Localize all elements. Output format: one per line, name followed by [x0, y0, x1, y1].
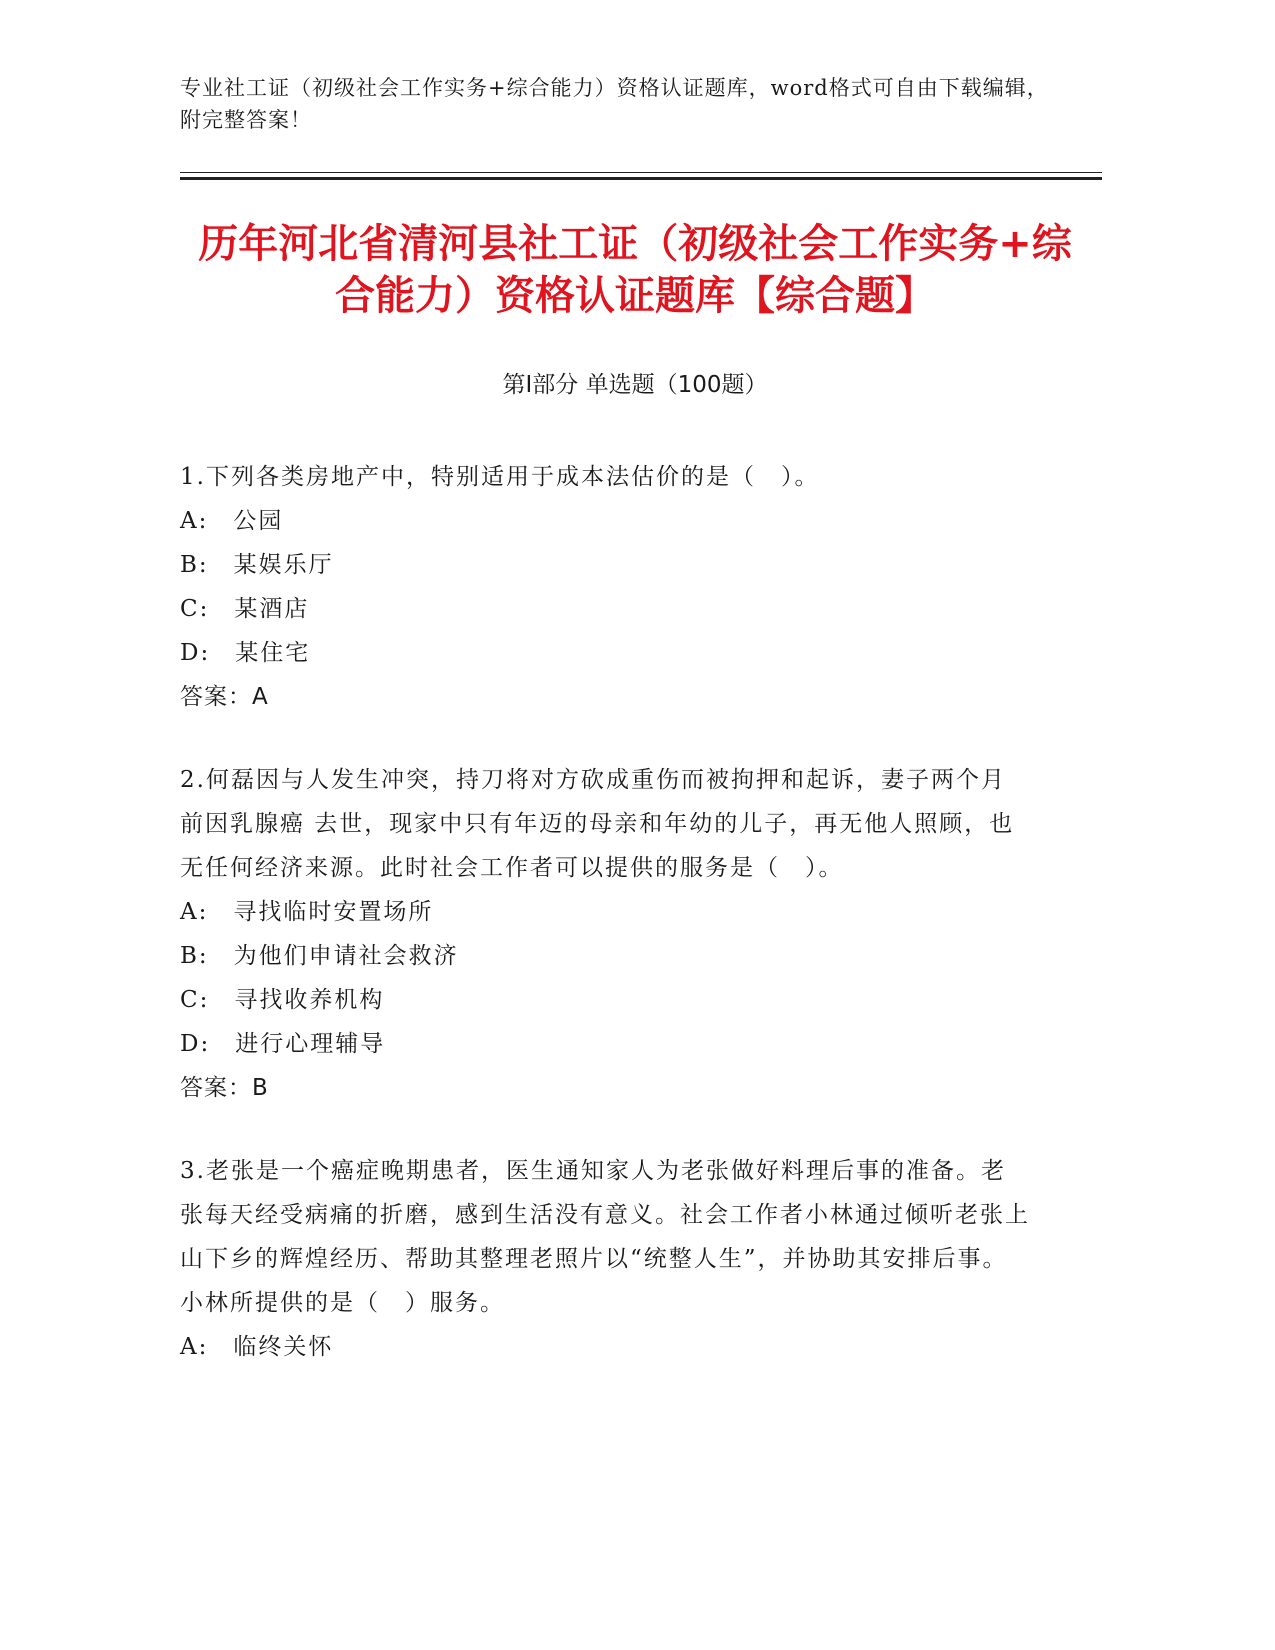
question-stem: 3.老张是一个癌症晚期患者，医生通知家人为老张做好料理后事的准备。老张每天经受病痛的折磨，感到生活没有意义。社会工作者小林通过倾听老张上山下乡的辉煌经历、帮助其整理老照片以“统整人生”，并协助其安排后事。小林所提供的是（ ）服务。	[180, 1158, 1030, 1316]
question-3	[180, 1149, 1030, 1369]
question-stem: 2.何磊因与人发生冲突，持刀将对方砍成重伤而被拘押和起诉，妻子两个月前因乳腺癌 去世，现家中只有年迈的母亲和年幼的儿子，再无他人照顾，也无任何经济来源。此时社会工作者可以提供的服务是（ ）。	[180, 767, 1015, 881]
question-2	[180, 758, 1030, 1110]
question-stem: 1.下列各类房地产中，特别适用于成本法估价的是（ ）。	[180, 464, 820, 490]
option-b: B: 某娱乐厅	[180, 552, 334, 578]
question-list	[180, 455, 1030, 1408]
option-d: D: 进行心理辅导	[180, 1031, 386, 1057]
option-c: C: 某酒店	[180, 596, 310, 622]
option-a: A: 临终关怀	[180, 1334, 334, 1360]
option-d: D: 某住宅	[180, 640, 311, 666]
document-title: 历年河北省清河县社工证（初级社会工作实务+综合能力）资格认证题库【综合题】	[198, 221, 1072, 319]
option-c: C: 寻找收养机构	[180, 987, 385, 1013]
answer-label: 答案：B	[180, 1075, 269, 1101]
option-b: B: 为他们申请社会救济	[180, 943, 459, 969]
header-divider-thick	[180, 177, 1102, 180]
option-a: A: 寻找临时安置场所	[180, 899, 434, 925]
header-note: 专业社工证（初级社会工作实务+综合能力）资格认证题库，word格式可自由下载编辑，附完整答案！	[180, 76, 1049, 132]
section-title: 第I部分 单选题（100题）	[502, 372, 768, 398]
question-1	[180, 455, 1030, 719]
header-divider-thin	[180, 172, 1102, 173]
answer-label: 答案：A	[180, 684, 269, 710]
option-a: A: 公园	[180, 508, 284, 534]
